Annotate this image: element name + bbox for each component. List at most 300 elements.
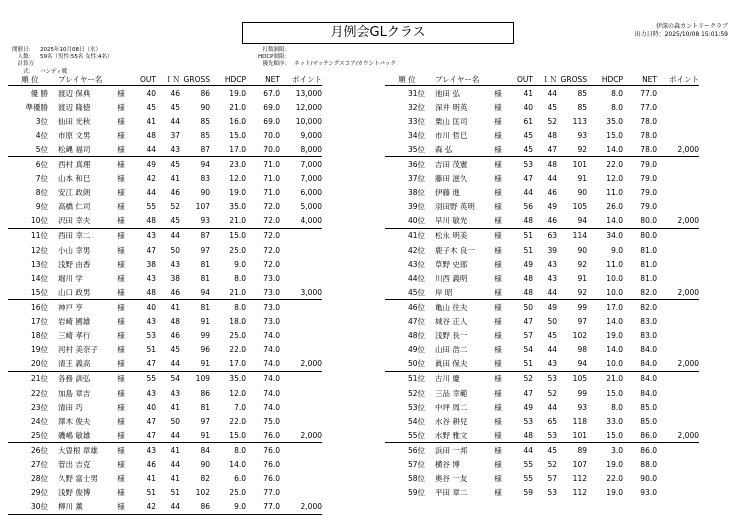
cell-gross: 112 [572, 488, 587, 498]
cell-hdcp: 14.0 [606, 317, 623, 327]
cell-in: 46 [156, 285, 180, 300]
cell-honorific: 様 [494, 388, 502, 398]
cell-honorific: 様 [494, 273, 502, 283]
header-points: ポイント [657, 74, 699, 86]
cell-out: 49 [523, 259, 533, 269]
cell-net: 69.0 [263, 116, 280, 126]
cell-out: 55 [523, 474, 533, 484]
table-row [385, 142, 699, 157]
cell-in: 52 [547, 459, 557, 469]
cell-rank: 優 勝 [30, 88, 48, 98]
cell-out: 45 [523, 130, 533, 140]
cell-honorific: 様 [487, 428, 509, 443]
cell-player-name: 栗山 匡司 [435, 116, 468, 126]
meta-right [256, 47, 396, 69]
cell-net: 79.0 [640, 202, 657, 212]
header-hdcp: HDCP [210, 74, 246, 86]
cell-points [280, 228, 322, 243]
cell-player-name: 浅野 長一 [435, 331, 468, 341]
club-info [635, 23, 728, 39]
cell-player-name: 渡辺 保典 [58, 88, 91, 98]
table-row [8, 329, 322, 343]
cell-honorific: 様 [487, 142, 509, 157]
cell-hdcp: 14.0 [587, 214, 623, 229]
cell-gross: 93 [180, 214, 210, 229]
cell-rank: 31位 [407, 88, 425, 98]
cell-gross: 92 [577, 259, 587, 269]
cell-honorific: 様 [110, 428, 132, 443]
cell-out: 48 [523, 273, 533, 283]
cell-net: 78.0 [623, 142, 657, 157]
cell-points: 2,000 [280, 357, 322, 372]
cell-in: 53 [547, 488, 557, 498]
cell-gross: 83 [200, 174, 210, 184]
cell-player-name: 伊藤 進 [435, 188, 460, 198]
table-row [385, 157, 699, 172]
cell-player-name: 松縄 福司 [52, 142, 110, 157]
cell-hdcp: 35.0 [229, 374, 246, 384]
table-row [8, 486, 322, 500]
cell-rank: 9位 [35, 202, 48, 212]
cell-out: 45 [509, 142, 533, 157]
table-row [8, 186, 322, 200]
cell-hdcp: 15.0 [606, 130, 623, 140]
table-row [385, 457, 699, 471]
cell-points [280, 271, 322, 285]
table-row [385, 386, 699, 400]
cell-net: 80.0 [640, 231, 657, 241]
cell-gross: 98 [577, 345, 587, 355]
cell-hdcp: 7.0 [234, 402, 246, 412]
cell-points [657, 172, 699, 186]
cell-rank: 27位 [30, 459, 48, 469]
cell-honorific: 様 [494, 488, 502, 498]
cell-player-name: 清王 義高 [52, 357, 110, 372]
cell-gross: 86 [180, 500, 210, 515]
cell-net: 77.0 [640, 88, 657, 98]
cell-player-name: 柳川 薫 [52, 500, 110, 515]
cell-out: 61 [523, 116, 533, 126]
cell-net: 77.0 [246, 500, 280, 515]
cell-player-name: 水野 雅文 [429, 428, 487, 443]
cell-player-name: 水谷 耕兒 [435, 416, 468, 426]
cell-out: 51 [146, 345, 156, 355]
cell-points [657, 414, 699, 428]
cell-honorific: 様 [117, 474, 125, 484]
cell-hdcp: 33.0 [606, 416, 623, 426]
cell-net: 77.0 [640, 102, 657, 112]
table-row [8, 428, 322, 443]
cell-points: 2,000 [657, 214, 699, 229]
meta-date-value: 2025年10月08日（水） [40, 47, 101, 53]
table-row [385, 343, 699, 357]
cell-net: 70.0 [246, 142, 280, 157]
cell-in: 53 [547, 374, 557, 384]
table-row [385, 172, 699, 186]
cell-gross: 102 [195, 488, 210, 498]
table-row [385, 114, 699, 128]
cell-hdcp: 8.0 [234, 445, 246, 455]
table-row [385, 214, 699, 229]
cell-in: 44 [547, 174, 557, 184]
cell-rank: 46位 [407, 302, 425, 312]
cell-net: 81.0 [640, 259, 657, 269]
cell-player-name: 三崎 孝行 [58, 331, 91, 341]
cell-gross: 89 [577, 445, 587, 455]
meta-method-label: 計算方式： [17, 61, 34, 75]
cell-hdcp: 25.0 [229, 488, 246, 498]
cell-net: 69.0 [263, 102, 280, 112]
cell-honorific: 様 [487, 285, 509, 300]
cell-in: 41 [170, 474, 180, 484]
cell-hdcp: 15.0 [587, 428, 623, 443]
cell-gross: 81 [200, 402, 210, 412]
cell-net: 79.0 [640, 160, 657, 170]
cell-points: 6,000 [300, 188, 322, 198]
cell-hdcp: 12.0 [229, 174, 246, 184]
cell-out: 40 [146, 88, 156, 98]
cell-gross: 85 [577, 88, 587, 98]
cell-net: 86.0 [640, 445, 657, 455]
cell-points [280, 386, 322, 400]
cell-honorific: 様 [494, 245, 502, 255]
cell-player-name: 吉田 茂憲 [435, 160, 468, 170]
cell-net: 83.0 [640, 331, 657, 341]
cell-gross: 94 [180, 285, 210, 300]
cell-rank: 58位 [407, 474, 425, 484]
cell-hdcp: 17.0 [210, 357, 246, 372]
cell-player-name: 高橋 仁司 [58, 202, 91, 212]
cell-gross: 87 [180, 142, 210, 157]
cell-gross: 90 [200, 459, 210, 469]
cell-rank: 51位 [407, 374, 425, 384]
cell-gross: 113 [572, 116, 587, 126]
cell-net: 80.0 [623, 214, 657, 229]
cell-in: 44 [170, 116, 180, 126]
cell-rank: 49位 [407, 345, 425, 355]
cell-gross: 86 [200, 388, 210, 398]
header-gross: GROSS [180, 74, 210, 86]
cell-out: 53 [146, 331, 156, 341]
cell-gross: 86 [200, 88, 210, 98]
cell-rank: 57位 [407, 459, 425, 469]
cell-net: 71.0 [263, 160, 280, 170]
cell-points: 2,000 [280, 428, 322, 443]
cell-hdcp: 15.0 [229, 130, 246, 140]
cell-net: 75.0 [263, 416, 280, 426]
cell-out: 48 [509, 285, 533, 300]
cell-points [657, 200, 699, 214]
cell-player-name: 河村 美奈子 [58, 345, 98, 355]
cell-points: 2,000 [657, 428, 699, 443]
cell-honorific: 様 [117, 445, 125, 455]
cell-points [657, 228, 699, 243]
cell-player-name: 岩崎 國雄 [58, 317, 91, 327]
cell-out: 48 [509, 428, 533, 443]
cell-out: 47 [132, 357, 156, 372]
cell-out: 48 [132, 285, 156, 300]
cell-hdcp: 12.0 [606, 174, 623, 184]
cell-honorific: 様 [494, 445, 502, 455]
cell-out: 51 [523, 245, 533, 255]
cell-hdcp: 19.0 [606, 488, 623, 498]
cell-rank: 35位 [385, 142, 429, 157]
cell-net: 74.0 [263, 388, 280, 398]
cell-points: 13,000 [295, 88, 322, 98]
cell-gross: 81 [200, 259, 210, 269]
cell-in: 45 [547, 102, 557, 112]
cell-in: 44 [156, 500, 180, 515]
cell-rank: 23位 [30, 402, 48, 412]
cell-gross: 92 [557, 142, 587, 157]
cell-hdcp: 14.0 [229, 459, 246, 469]
cell-points: 12,000 [295, 102, 322, 112]
cell-rank: 56位 [407, 445, 425, 455]
cell-out: 44 [523, 188, 533, 198]
cell-points [280, 329, 322, 343]
cell-net: 73.0 [246, 285, 280, 300]
cell-rank: 24位 [30, 416, 48, 426]
cell-net: 74.0 [246, 357, 280, 372]
cell-gross: 85 [200, 130, 210, 140]
meta-priority-value: ネット/マッチングスコア/カウントバック [294, 61, 396, 68]
cell-out: 47 [523, 317, 533, 327]
table-row [385, 228, 699, 243]
cell-net: 93.0 [640, 488, 657, 498]
cell-gross: 94 [557, 357, 587, 372]
cell-net: 86.0 [623, 428, 657, 443]
cell-points [280, 472, 322, 486]
cell-honorific: 様 [117, 374, 125, 384]
cell-out: 47 [523, 174, 533, 184]
cell-honorific: 様 [110, 285, 132, 300]
cell-points [657, 371, 699, 386]
cell-rank: 14位 [30, 273, 48, 283]
cell-out: 55 [146, 202, 156, 212]
cell-hdcp: 21.0 [229, 102, 246, 112]
table-row [8, 285, 322, 300]
ranking-table-left [8, 74, 322, 515]
table-row [8, 500, 322, 515]
cell-points [657, 472, 699, 486]
cell-in: 53 [533, 428, 557, 443]
cell-hdcp: 25.0 [229, 245, 246, 255]
cell-in: 43 [170, 388, 180, 398]
cell-in: 41 [170, 445, 180, 455]
page-title: 月例会GLクラス [242, 22, 514, 44]
table-row [385, 486, 699, 500]
cell-gross: 85 [200, 116, 210, 126]
cell-honorific: 様 [117, 174, 125, 184]
cell-player-name: 岸 昭 [429, 285, 487, 300]
cell-rank: 34位 [407, 130, 425, 140]
cell-gross: 87 [200, 231, 210, 241]
cell-net: 74.0 [263, 345, 280, 355]
cell-player-name: 堀川 学 [58, 273, 83, 283]
table-row [8, 443, 322, 458]
cell-player-name: 神戸 亨 [58, 302, 83, 312]
cell-hdcp: 17.0 [210, 142, 246, 157]
cell-in: 43 [533, 357, 557, 372]
cell-out: 49 [146, 160, 156, 170]
cell-honorific: 様 [110, 142, 132, 157]
cell-honorific: 様 [494, 459, 502, 469]
cell-hdcp: 10.0 [587, 357, 623, 372]
cell-net: 90.0 [640, 474, 657, 484]
table-row [385, 100, 699, 114]
cell-out: 44 [132, 142, 156, 157]
cell-honorific: 様 [110, 357, 132, 372]
cell-points [657, 486, 699, 500]
cell-in: 54 [170, 374, 180, 384]
cell-net: 79.0 [640, 174, 657, 184]
cell-gross: 99 [577, 302, 587, 312]
cell-in: 41 [170, 174, 180, 184]
table-row [385, 400, 699, 414]
cell-gross: 93 [577, 402, 587, 412]
cell-gross: 97 [200, 416, 210, 426]
cell-net: 81.0 [640, 245, 657, 255]
cell-net: 71.0 [263, 188, 280, 198]
cell-points [657, 443, 699, 458]
cell-in: 65 [547, 416, 557, 426]
cell-points [657, 386, 699, 400]
cell-honorific: 様 [117, 273, 125, 283]
cell-in: 46 [170, 331, 180, 341]
cell-player-name: 深井 明英 [435, 102, 468, 112]
cell-honorific: 様 [117, 345, 125, 355]
cell-player-name: 安江 政朗 [58, 188, 91, 198]
cell-points [657, 243, 699, 257]
cell-gross: 102 [572, 331, 587, 341]
cell-hdcp: 23.0 [229, 160, 246, 170]
cell-in: 43 [156, 142, 180, 157]
cell-out: 38 [146, 259, 156, 269]
cell-net: 78.0 [640, 130, 657, 140]
cell-honorific: 様 [110, 214, 132, 229]
cell-player-name: 川西 義明 [435, 273, 468, 283]
cell-hdcp: 11.0 [606, 259, 623, 269]
cell-honorific: 様 [117, 416, 125, 426]
cell-hdcp: 22.0 [229, 416, 246, 426]
cell-gross: 101 [557, 428, 587, 443]
cell-hdcp: 11.0 [606, 188, 623, 198]
cell-player-name: 浜田 一邦 [435, 445, 468, 455]
table-row [8, 472, 322, 486]
cell-rank: 32位 [407, 102, 425, 112]
cell-hdcp: 10.0 [587, 285, 623, 300]
cell-rank: 40位 [385, 214, 429, 229]
cell-honorific: 様 [494, 416, 502, 426]
cell-gross: 101 [572, 160, 587, 170]
cell-out: 48 [509, 214, 533, 229]
cell-player-name: 城谷 正人 [435, 317, 468, 327]
cell-hdcp: 14.0 [606, 345, 623, 355]
cell-hdcp: 17.0 [606, 302, 623, 312]
cell-honorific: 様 [494, 160, 502, 170]
cell-gross: 81 [200, 302, 210, 312]
cell-net: 82.0 [640, 302, 657, 312]
cell-points [657, 128, 699, 142]
cell-hdcp: 19.0 [606, 331, 623, 341]
cell-hdcp: 15.0 [606, 388, 623, 398]
cell-gross: 105 [572, 202, 587, 212]
cell-net: 76.0 [263, 474, 280, 484]
cell-in: 44 [156, 428, 180, 443]
cell-points: 7,000 [300, 160, 322, 170]
table-row [8, 414, 322, 428]
table-row [385, 443, 699, 458]
cell-net: 84.0 [640, 374, 657, 384]
cell-in: 49 [547, 202, 557, 212]
cell-in: 45 [170, 102, 180, 112]
cell-rank: 55位 [385, 428, 429, 443]
cell-rank: 5位 [8, 142, 52, 157]
cell-player-name: 亀山 住夫 [435, 302, 468, 312]
cell-player-name: 古川 慶 [435, 374, 460, 384]
cell-hdcp: 8.0 [611, 88, 623, 98]
cell-honorific: 様 [494, 174, 502, 184]
cell-out: 40 [523, 102, 533, 112]
cell-hdcp: 19.0 [229, 188, 246, 198]
cell-points: 2,000 [280, 500, 322, 515]
cell-out: 51 [146, 488, 156, 498]
cell-out: 48 [146, 130, 156, 140]
cell-gross: 90 [577, 245, 587, 255]
cell-honorific: 様 [117, 202, 125, 212]
cell-net: 77.0 [263, 488, 280, 498]
cell-in: 52 [547, 116, 557, 126]
cell-in: 46 [547, 188, 557, 198]
cell-out: 43 [146, 388, 156, 398]
cell-player-name: 早川 敏光 [429, 214, 487, 229]
cell-honorific: 様 [494, 317, 502, 327]
cell-gross: 114 [572, 231, 587, 241]
cell-points [280, 486, 322, 500]
cell-out: 50 [523, 302, 533, 312]
cell-hdcp: 8.0 [234, 273, 246, 283]
cell-honorific: 様 [494, 331, 502, 341]
cell-out: 42 [132, 500, 156, 515]
cell-hdcp: 34.0 [606, 231, 623, 241]
cell-rank: 38位 [407, 188, 425, 198]
meta-date-label: 開催日： [11, 47, 34, 53]
header-honorific [487, 74, 509, 86]
header-hdcp: HDCP [587, 74, 623, 86]
cell-gross: 90 [577, 188, 587, 198]
cell-rank: 20位 [8, 357, 52, 372]
cell-in: 45 [170, 345, 180, 355]
cell-points: 9,000 [300, 130, 322, 140]
cell-net: 82.0 [623, 285, 657, 300]
cell-net: 72.0 [246, 214, 280, 229]
table-row [385, 472, 699, 486]
cell-rank: 54位 [407, 416, 425, 426]
cell-gross: 107 [572, 459, 587, 469]
cell-honorific: 様 [117, 317, 125, 327]
cell-in: 44 [547, 402, 557, 412]
cell-hdcp: 14.0 [587, 142, 623, 157]
cell-points: 2,000 [657, 142, 699, 157]
cell-gross: 97 [577, 317, 587, 327]
cell-honorific: 様 [117, 160, 125, 170]
cell-points [657, 300, 699, 315]
cell-gross: 94 [557, 214, 587, 229]
cell-honorific: 様 [117, 245, 125, 255]
cell-points [280, 243, 322, 257]
cell-out: 52 [523, 374, 533, 384]
cell-points [657, 114, 699, 128]
